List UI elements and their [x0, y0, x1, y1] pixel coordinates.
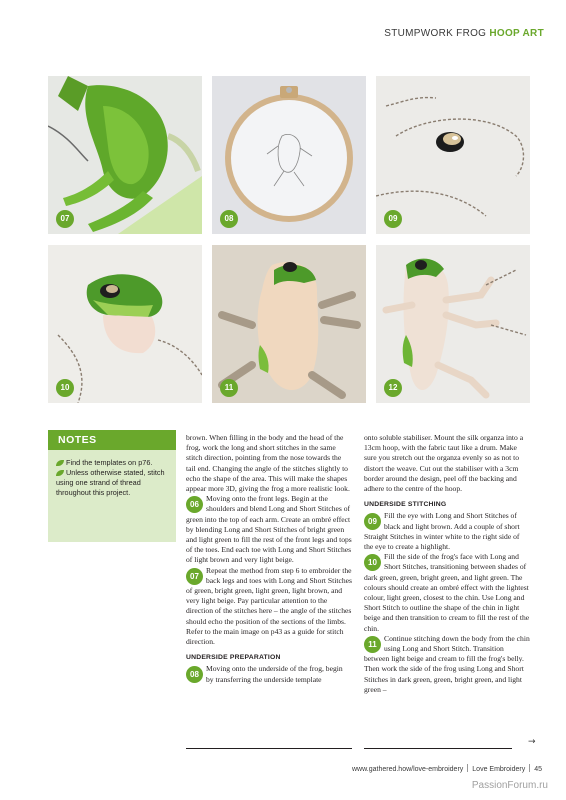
notes-body [48, 450, 176, 506]
photo-number-badge: 11 [220, 379, 238, 397]
column-rule [364, 748, 512, 749]
text-column-1 [186, 433, 352, 685]
leaf-bullet-icon [56, 460, 64, 466]
paragraph: brown. When filling in the body and the head of the frog, work the long and short stitches in the same stitch direction, pointing from the nose towards the tail end. Changing the angle of the stitches slightly to echo the shape of the area. This will make the shapes appear more 3D, giving the frog a more realistic look. [186, 433, 350, 494]
footer-divider [529, 764, 530, 772]
notes-item: Unless otherwise stated, stitch using one strand of thread throughout this project. [56, 468, 165, 497]
paragraph: onto soluble stabiliser. Mount the silk organza into a 13cm hoop, with the fabric taut like a drum. Make sure you stretch out the organza evenly so as not to distort the weave. Cut out the stabiliser with a 3cm border around the design, peel off the backing and adhere to the centre of the hoop. [364, 433, 524, 494]
photo-number-badge: 09 [384, 210, 402, 228]
running-header [360, 28, 544, 39]
step-number-badge: 09 [364, 513, 381, 530]
page-footer [352, 764, 542, 773]
text-column-2 [364, 433, 530, 695]
step-06: 06 Moving onto the front legs. Begin at the shoulders and blend Long and Short Stitches of green into the top of each arm. Create an ombré effect by blending Long and Short Stitches of bright green and light green to fill the rest of the front legs and tops of the toes. End each toe with Long and Short Stitches of light brown and very light beige. [186, 494, 352, 565]
photo-step-09 [376, 76, 530, 234]
notes-box [48, 430, 176, 542]
notes-item: Find the templates on p76. [56, 458, 168, 468]
footer-url[interactable]: www.gathered.how/love-embroidery [352, 766, 464, 773]
notes-title: NOTES [48, 430, 176, 450]
step-07: 07 Repeat the method from step 6 to embroider the back legs and toes with Long and Short Stitches of green, bright green, light green, light brown, and very light beige. Pay particular attention to the direction of the stitches here – the angle of the stitches should echo the position of the sections of the limbs. Refer to the main image on p43 as a guide for stitch direction. [186, 565, 352, 647]
watermark: PassionForum.ru [471, 780, 548, 791]
subheading: UNDERSIDE PREPARATION [186, 654, 281, 662]
page-number: 45 [534, 766, 542, 773]
step-number-badge: 06 [186, 496, 203, 513]
header-accent: HOOP ART [489, 28, 544, 39]
column-rule [186, 748, 352, 749]
photo-step-08 [212, 76, 366, 234]
step-number-badge: 11 [364, 636, 381, 653]
step-11: 11 Continue stitching down the body from the chin using Long and Short Stitch. Transition between light beige and cream to fill the frog's belly. Then work the side of the frog using Long and Short Stitches in dark green, green, bright green, and light green – [364, 633, 530, 694]
subheading: UNDERSIDE STITCHING [364, 501, 447, 509]
footer-magazine: Love Embroidery [472, 766, 526, 773]
footer-divider [467, 764, 468, 772]
photo-step-10 [48, 245, 202, 403]
photo-number-badge: 07 [56, 210, 74, 228]
step-08: 08 Moving onto the underside of the frog, begin by transferring the underside template [186, 664, 352, 684]
leaf-bullet-icon [56, 470, 64, 476]
photo-step-12 [376, 245, 530, 403]
photo-number-badge: 12 [384, 379, 402, 397]
photo-number-badge: 10 [56, 379, 74, 397]
step-09: 09 Fill the eye with Long and Short Stitches of black and light brown. Add a couple of short Straight Stitches in winter white to the right side of the eye to create a highlight. [364, 511, 520, 552]
photo-step-07 [48, 76, 202, 234]
photo-step-11 [212, 245, 366, 403]
step-10: 10 Fill the side of the frog's face with Long and Short Stitches, transitioning between shades of dark green, green, bright green, and light green. The colours should create an ombré effect with the lightest colour, light green, closest to the chin. Use Long and Short Stitch to outline the shape of the chin in light beige and then transition to cream to fill the rest of the chin. [364, 552, 530, 633]
continue-arrow-icon: → [528, 737, 536, 747]
step-number-badge: 07 [186, 568, 203, 585]
step-number-badge: 10 [364, 554, 381, 571]
photo-number-badge: 08 [220, 210, 238, 228]
step-number-badge: 08 [186, 666, 203, 683]
header-prefix: STUMPWORK FROG [384, 28, 487, 39]
